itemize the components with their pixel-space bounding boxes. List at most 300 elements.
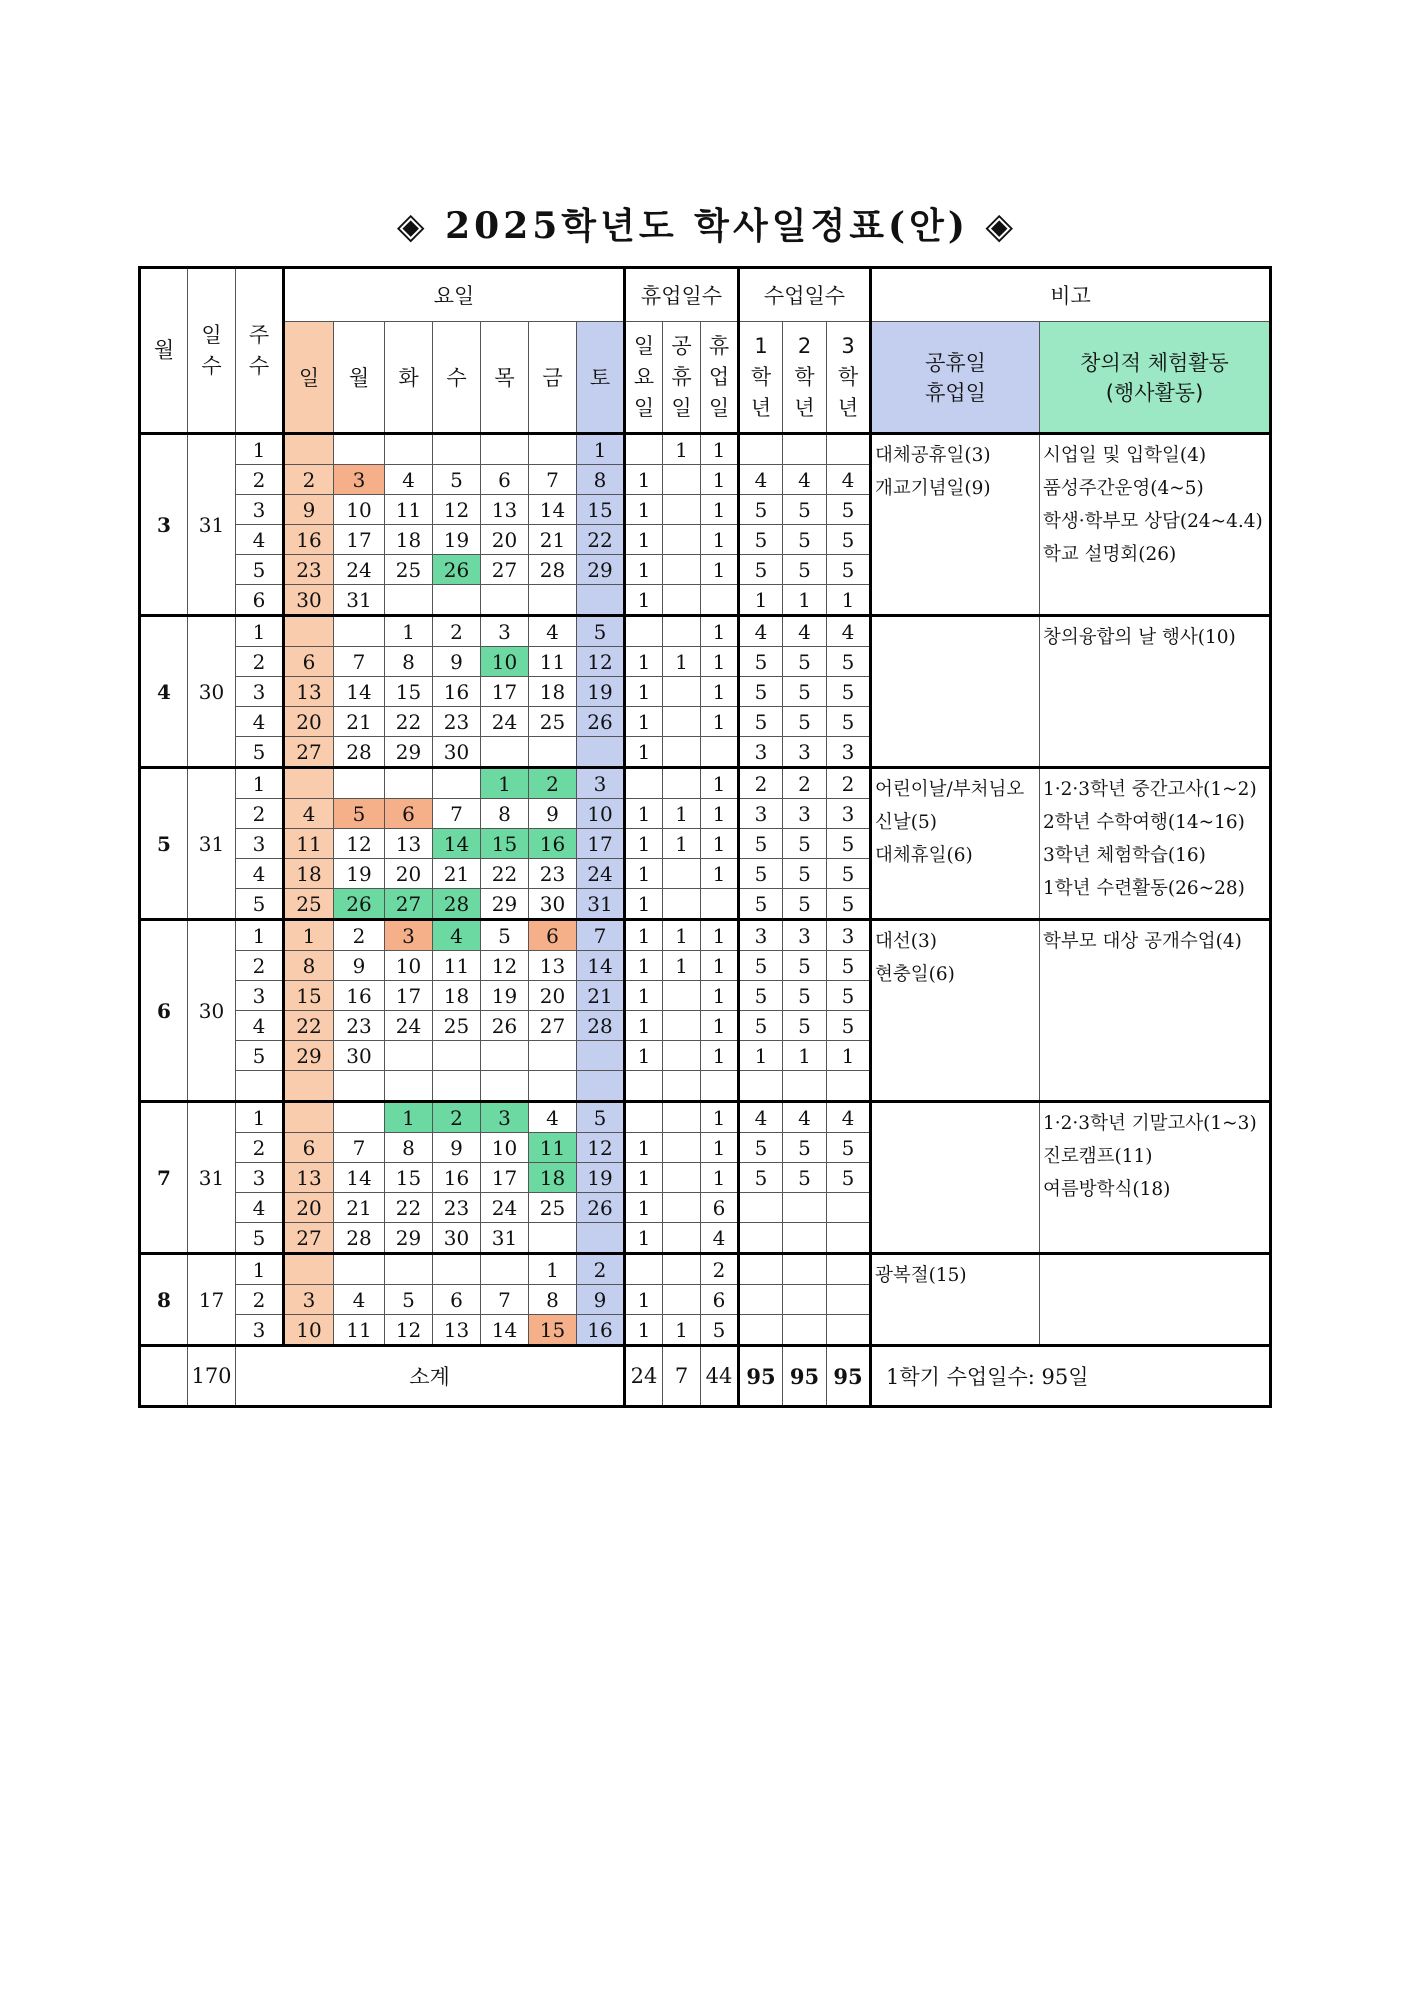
day-cell: 31 (481, 1223, 529, 1254)
day-cell: 13 (433, 1315, 481, 1346)
day-cell: 4 (284, 799, 334, 829)
day-cell: 5 (433, 465, 481, 495)
day-cell: 26 (577, 1193, 625, 1223)
class-count-cell (783, 1315, 827, 1346)
class-count-cell: 5 (783, 1011, 827, 1041)
week-number-cell: 2 (236, 951, 284, 981)
subtotal-note: 1학기 수업일수: 95일 (871, 1346, 1271, 1407)
day-cell: 18 (284, 859, 334, 889)
day-cell: 17 (385, 981, 433, 1011)
event-note: 1학년 수련활동(26~28) (1043, 878, 1245, 899)
day-cell: 22 (385, 707, 433, 737)
day-cell (481, 737, 529, 768)
class-count-cell: 5 (739, 951, 783, 981)
day-cell: 11 (385, 495, 433, 525)
day-cell: 2 (284, 465, 334, 495)
header-weekday-1: 월 (334, 322, 385, 434)
day-cell (529, 1041, 577, 1071)
day-cell: 13 (385, 829, 433, 859)
day-cell (481, 585, 529, 616)
event-note: 진로캠프(11) (1043, 1146, 1153, 1167)
day-cell: 10 (577, 799, 625, 829)
day-cell: 2 (334, 920, 385, 951)
day-cell (529, 1071, 577, 1102)
event-notes (1040, 1102, 1271, 1254)
header-creative-activity: 창의적 체험활동 (행사활동) (1040, 322, 1271, 434)
day-cell: 6 (529, 920, 577, 951)
day-cell: 21 (529, 525, 577, 555)
day-cell (284, 768, 334, 799)
week-number-cell: 5 (236, 1041, 284, 1071)
day-cell: 13 (529, 951, 577, 981)
class-count-cell: 4 (739, 1102, 783, 1133)
day-cell: 10 (385, 951, 433, 981)
class-count-cell: 4 (739, 465, 783, 495)
day-cell: 31 (334, 585, 385, 616)
day-cell: 15 (385, 677, 433, 707)
day-cell: 1 (385, 616, 433, 647)
day-cell: 9 (433, 647, 481, 677)
day-cell: 23 (284, 555, 334, 585)
day-cell: 16 (433, 677, 481, 707)
week-number-cell: 1 (236, 616, 284, 647)
holiday-count-cell: 1 (625, 737, 663, 768)
holiday-count-cell: 1 (701, 495, 739, 525)
class-count-cell: 5 (783, 829, 827, 859)
day-cell: 6 (284, 1133, 334, 1163)
day-cell (385, 768, 433, 799)
header-holiday-col-2: 휴 업 일 (701, 322, 739, 434)
week-number-cell (236, 1071, 284, 1102)
schedule-table (138, 266, 1272, 1408)
class-count-cell: 5 (739, 859, 783, 889)
day-cell: 27 (529, 1011, 577, 1041)
holiday-count-cell (701, 889, 739, 920)
day-cell: 29 (284, 1041, 334, 1071)
day-cell: 20 (385, 859, 433, 889)
day-cell: 14 (481, 1315, 529, 1346)
holiday-count-cell: 4 (701, 1223, 739, 1254)
class-count-cell: 5 (739, 1163, 783, 1193)
day-cell: 27 (481, 555, 529, 585)
day-cell (385, 1254, 433, 1285)
class-count-cell: 5 (827, 1133, 871, 1163)
month-cell: 5 (140, 768, 188, 920)
day-cell: 5 (385, 1285, 433, 1315)
day-cell: 22 (481, 859, 529, 889)
class-count-cell: 5 (827, 981, 871, 1011)
day-cell: 30 (433, 1223, 481, 1254)
class-count-cell: 3 (827, 737, 871, 768)
month-days-cell: 31 (188, 434, 236, 616)
class-count-cell: 4 (783, 465, 827, 495)
class-count-cell (783, 1071, 827, 1102)
subtotal-label: 소계 (236, 1346, 625, 1407)
holiday-note: 대체공휴일(3) (875, 445, 991, 466)
day-cell (334, 768, 385, 799)
day-cell: 3 (334, 465, 385, 495)
day-cell: 8 (284, 951, 334, 981)
day-cell: 1 (481, 768, 529, 799)
class-count-cell: 5 (783, 525, 827, 555)
day-cell: 18 (433, 981, 481, 1011)
class-count-cell: 5 (739, 1133, 783, 1163)
month-days-cell: 31 (188, 1102, 236, 1254)
day-cell: 8 (529, 1285, 577, 1315)
class-count-cell (739, 1071, 783, 1102)
week-row (140, 1102, 1271, 1133)
class-count-cell (783, 1193, 827, 1223)
class-count-cell: 5 (827, 525, 871, 555)
class-count-cell: 5 (827, 829, 871, 859)
header-weekday-6: 토 (577, 322, 625, 434)
subtotal-holidays: 24 (625, 1346, 663, 1407)
holiday-count-cell (625, 1254, 663, 1285)
holiday-count-cell: 6 (701, 1285, 739, 1315)
day-cell: 16 (334, 981, 385, 1011)
holiday-count-cell (625, 1071, 663, 1102)
event-note: 품성주간운영(4~5) (1043, 478, 1204, 499)
class-count-cell: 5 (783, 555, 827, 585)
week-number-cell: 2 (236, 647, 284, 677)
day-cell: 10 (481, 1133, 529, 1163)
header-weekday-group: 요일 (284, 268, 625, 322)
event-notes (1040, 616, 1271, 768)
day-cell: 6 (433, 1285, 481, 1315)
class-count-cell: 1 (739, 585, 783, 616)
day-cell (433, 1254, 481, 1285)
day-cell: 6 (481, 465, 529, 495)
day-cell: 12 (577, 647, 625, 677)
month-cell: 3 (140, 434, 188, 616)
holiday-notes (871, 1102, 1040, 1254)
header-month: 월 (140, 268, 188, 434)
day-cell: 2 (433, 1102, 481, 1133)
day-cell (284, 1102, 334, 1133)
event-notes (1040, 920, 1271, 1102)
day-cell: 20 (481, 525, 529, 555)
day-cell: 9 (284, 495, 334, 525)
day-cell: 3 (284, 1285, 334, 1315)
class-count-cell (783, 1223, 827, 1254)
holiday-count-cell: 1 (663, 647, 701, 677)
day-cell: 14 (334, 677, 385, 707)
subtotal-holidays: 7 (663, 1346, 701, 1407)
day-cell: 10 (284, 1315, 334, 1346)
day-cell: 7 (334, 647, 385, 677)
class-count-cell: 5 (783, 889, 827, 920)
week-number-cell: 2 (236, 465, 284, 495)
holiday-count-cell: 1 (625, 707, 663, 737)
holiday-count-cell (663, 1041, 701, 1071)
day-cell: 26 (577, 707, 625, 737)
day-cell: 3 (385, 920, 433, 951)
day-cell: 3 (577, 768, 625, 799)
day-cell: 14 (334, 1163, 385, 1193)
day-cell: 30 (284, 585, 334, 616)
week-number-cell: 1 (236, 768, 284, 799)
holiday-count-cell: 1 (625, 555, 663, 585)
class-count-cell: 5 (739, 889, 783, 920)
day-cell: 25 (284, 889, 334, 920)
holiday-count-cell (663, 1223, 701, 1254)
day-cell: 19 (577, 1163, 625, 1193)
header-row (140, 322, 1271, 434)
holiday-count-cell (625, 434, 663, 465)
day-cell: 14 (577, 951, 625, 981)
class-count-cell (827, 1223, 871, 1254)
day-cell: 5 (577, 1102, 625, 1133)
holiday-note: 개교기념일(9) (875, 478, 991, 499)
day-cell: 23 (433, 707, 481, 737)
week-row (140, 616, 1271, 647)
day-cell: 26 (481, 1011, 529, 1041)
header-weekday-4: 목 (481, 322, 529, 434)
class-count-cell: 4 (827, 465, 871, 495)
holiday-count-cell: 1 (625, 677, 663, 707)
header-weekday-2: 화 (385, 322, 433, 434)
day-cell: 24 (577, 859, 625, 889)
day-cell: 13 (284, 1163, 334, 1193)
class-count-cell: 5 (783, 677, 827, 707)
holiday-count-cell: 1 (625, 525, 663, 555)
holiday-count-cell: 1 (663, 951, 701, 981)
day-cell: 17 (577, 829, 625, 859)
holiday-count-cell: 1 (701, 1133, 739, 1163)
class-count-cell: 4 (783, 1102, 827, 1133)
class-count-cell: 5 (783, 951, 827, 981)
class-count-cell: 5 (827, 555, 871, 585)
holiday-note: 광복절(15) (875, 1265, 967, 1286)
event-notes (1040, 1254, 1271, 1346)
subtotal-holidays: 44 (701, 1346, 739, 1407)
class-count-cell: 2 (827, 768, 871, 799)
month-cell: 8 (140, 1254, 188, 1346)
class-count-cell (739, 434, 783, 465)
page-title: ◈ 2025학년도 학사일정표(안) ◈ (396, 205, 1018, 247)
holiday-count-cell (625, 768, 663, 799)
day-cell: 6 (385, 799, 433, 829)
holiday-count-cell (625, 1102, 663, 1133)
day-cell: 18 (529, 1163, 577, 1193)
day-cell: 24 (481, 707, 529, 737)
subtotal-classes: 95 (827, 1346, 871, 1407)
holiday-count-cell: 1 (625, 1315, 663, 1346)
event-note: 여름방학식(18) (1043, 1179, 1171, 1200)
header-holiday-col-1: 공 휴 일 (663, 322, 701, 434)
holiday-count-cell: 1 (625, 585, 663, 616)
day-cell: 13 (481, 495, 529, 525)
holiday-count-cell (701, 585, 739, 616)
holiday-count-cell: 1 (625, 799, 663, 829)
week-row (140, 1254, 1271, 1285)
day-cell: 22 (284, 1011, 334, 1041)
day-cell: 1 (284, 920, 334, 951)
header-holiday-group: 휴업일수 (625, 268, 739, 322)
day-cell: 31 (577, 889, 625, 920)
week-number-cell: 1 (236, 1102, 284, 1133)
day-cell: 21 (433, 859, 481, 889)
holiday-count-cell: 1 (701, 525, 739, 555)
subtotal-classes: 95 (783, 1346, 827, 1407)
holiday-count-cell: 1 (701, 981, 739, 1011)
day-cell: 11 (334, 1315, 385, 1346)
day-cell: 28 (334, 1223, 385, 1254)
class-count-cell (739, 1254, 783, 1285)
day-cell: 15 (481, 829, 529, 859)
holiday-count-cell: 1 (701, 677, 739, 707)
event-notes (1040, 768, 1271, 920)
day-cell: 23 (334, 1011, 385, 1041)
class-count-cell: 5 (739, 555, 783, 585)
week-number-cell: 1 (236, 920, 284, 951)
day-cell (577, 1223, 625, 1254)
day-cell: 19 (481, 981, 529, 1011)
week-number-cell: 4 (236, 1011, 284, 1041)
header-weekday-5: 금 (529, 322, 577, 434)
event-note: 1·2·3학년 기말고사(1~3) (1043, 1113, 1257, 1134)
header-class-group: 수업일수 (739, 268, 871, 322)
event-note: 시업일 및 입학일(4) (1043, 445, 1207, 466)
day-cell: 4 (385, 465, 433, 495)
holiday-count-cell: 1 (625, 1285, 663, 1315)
day-cell: 11 (433, 951, 481, 981)
day-cell: 12 (433, 495, 481, 525)
class-count-cell: 1 (739, 1041, 783, 1071)
month-cell: 6 (140, 920, 188, 1102)
week-number-cell: 5 (236, 1223, 284, 1254)
header-class-col-0: 1 학 년 (739, 322, 783, 434)
day-cell: 11 (529, 1133, 577, 1163)
class-count-cell: 5 (783, 981, 827, 1011)
class-count-cell: 3 (739, 737, 783, 768)
day-cell (284, 616, 334, 647)
holiday-count-cell (663, 1285, 701, 1315)
day-cell: 4 (529, 1102, 577, 1133)
day-cell: 1 (385, 1102, 433, 1133)
class-count-cell: 5 (783, 495, 827, 525)
holiday-count-cell (625, 616, 663, 647)
event-note: 2학년 수학여행(14~16) (1043, 812, 1245, 833)
class-count-cell: 5 (783, 1133, 827, 1163)
day-cell: 19 (334, 859, 385, 889)
holiday-count-cell: 1 (701, 434, 739, 465)
week-number-cell: 5 (236, 737, 284, 768)
holiday-count-cell (663, 616, 701, 647)
week-number-cell: 2 (236, 799, 284, 829)
day-cell: 5 (334, 799, 385, 829)
day-cell: 1 (529, 1254, 577, 1285)
day-cell (385, 585, 433, 616)
day-cell: 28 (433, 889, 481, 920)
day-cell: 7 (529, 465, 577, 495)
day-cell: 15 (385, 1163, 433, 1193)
day-cell: 7 (433, 799, 481, 829)
class-count-cell: 3 (739, 799, 783, 829)
day-cell: 10 (481, 647, 529, 677)
holiday-count-cell: 1 (701, 799, 739, 829)
holiday-count-cell: 1 (625, 1011, 663, 1041)
class-count-cell (739, 1285, 783, 1315)
day-cell (433, 768, 481, 799)
day-cell: 6 (284, 647, 334, 677)
class-count-cell: 5 (783, 1163, 827, 1193)
holiday-note: 대선(3) (875, 931, 937, 952)
day-cell: 19 (433, 525, 481, 555)
day-cell: 5 (481, 920, 529, 951)
holiday-count-cell: 1 (625, 951, 663, 981)
class-count-cell (827, 1071, 871, 1102)
class-count-cell: 5 (827, 889, 871, 920)
class-count-cell (827, 1254, 871, 1285)
holiday-count-cell: 1 (701, 1163, 739, 1193)
day-cell: 24 (334, 555, 385, 585)
day-cell: 9 (577, 1285, 625, 1315)
day-cell: 19 (577, 677, 625, 707)
header-weekday-3: 수 (433, 322, 481, 434)
holiday-count-cell (663, 889, 701, 920)
day-cell: 13 (284, 677, 334, 707)
class-count-cell: 3 (827, 920, 871, 951)
class-count-cell (783, 434, 827, 465)
holiday-count-cell (701, 737, 739, 768)
header-class-col-1: 2 학 년 (783, 322, 827, 434)
day-cell: 20 (529, 981, 577, 1011)
holiday-notes (871, 616, 1040, 768)
class-count-cell: 3 (783, 799, 827, 829)
day-cell: 24 (481, 1193, 529, 1223)
class-count-cell: 5 (827, 1163, 871, 1193)
class-count-cell (827, 434, 871, 465)
class-count-cell: 3 (783, 920, 827, 951)
day-cell (577, 585, 625, 616)
month-days-cell: 30 (188, 920, 236, 1102)
class-count-cell: 4 (783, 616, 827, 647)
day-cell: 17 (481, 1163, 529, 1193)
day-cell: 7 (481, 1285, 529, 1315)
day-cell: 18 (529, 677, 577, 707)
holiday-count-cell: 1 (625, 829, 663, 859)
holiday-count-cell: 1 (701, 1041, 739, 1071)
class-count-cell (827, 1315, 871, 1346)
class-count-cell (739, 1193, 783, 1223)
holiday-count-cell: 1 (701, 768, 739, 799)
week-number-cell: 4 (236, 1193, 284, 1223)
day-cell: 29 (481, 889, 529, 920)
holiday-count-cell (663, 1102, 701, 1133)
day-cell: 28 (334, 737, 385, 768)
day-cell: 24 (385, 1011, 433, 1041)
month-days-cell: 17 (188, 1254, 236, 1346)
holiday-count-cell (663, 525, 701, 555)
day-cell: 30 (334, 1041, 385, 1071)
holiday-count-cell: 5 (701, 1315, 739, 1346)
holiday-count-cell: 1 (625, 1133, 663, 1163)
holiday-count-cell: 1 (663, 799, 701, 829)
class-count-cell: 5 (827, 1011, 871, 1041)
event-note: 3학년 체험학습(16) (1043, 845, 1206, 866)
day-cell: 25 (529, 1193, 577, 1223)
day-cell (385, 1041, 433, 1071)
day-cell (284, 1254, 334, 1285)
month-cell: 4 (140, 616, 188, 768)
holiday-count-cell (663, 1254, 701, 1285)
week-number-cell: 2 (236, 1133, 284, 1163)
week-number-cell: 1 (236, 1254, 284, 1285)
day-cell: 23 (433, 1193, 481, 1223)
day-cell: 27 (284, 737, 334, 768)
week-number-cell: 6 (236, 585, 284, 616)
